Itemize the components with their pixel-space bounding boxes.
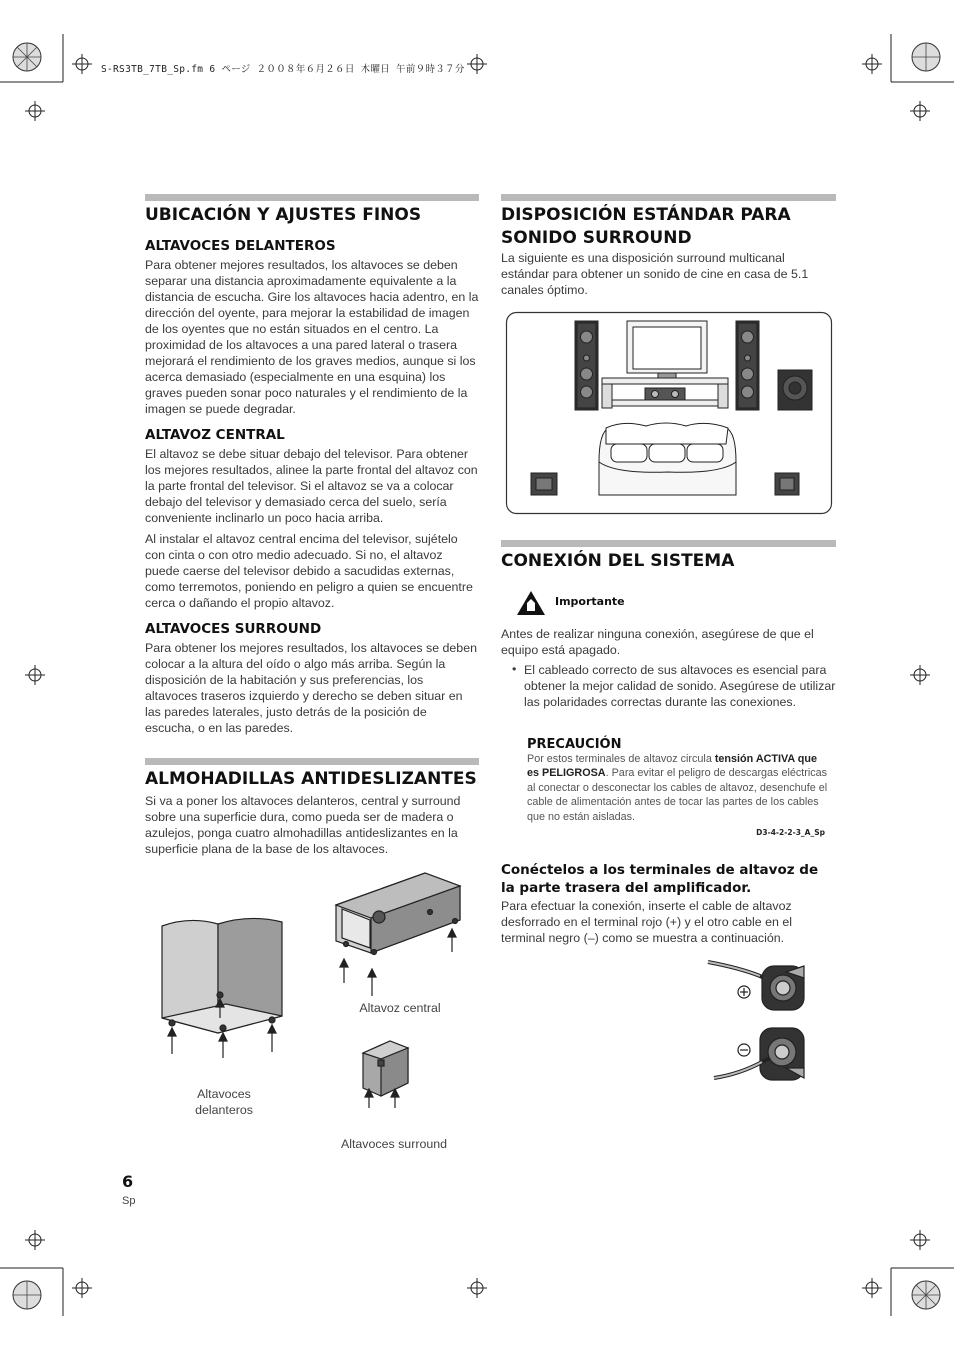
bullet-wiring: El cableado correcto de sus altavoces es esencial para obtener la mejor calidad de sonido. Asegúrese de utilizar las polaridades correctas durante las conexiones. <box>524 663 836 709</box>
section-bar <box>145 758 479 765</box>
caption-center-speaker: Altavoz central <box>359 1001 441 1015</box>
paragraph-front-speakers: Para obtener mejores resultados, los altavoces se deben separar una distancia aproximadamente equivalente a la distancia de escucha. Gire los altavoces hacia adentro, en la dirección del oyente, para mejorar la estabilidad de imagen de los oyentes que no están situados en el centro. La proximidad de los altavoces a una pared lateral o trasera mejorará el rendimiento de los graves medios, aunque si los acerca demasiado (especialmente en una esquina) los graves pueden sonar poco naturales y el rendimiento de la imagen se puede degradar. <box>145 258 479 416</box>
bullet-dot: • <box>512 662 517 676</box>
caution-code: D3-4-2-2-3_A_Sp <box>756 828 825 837</box>
paragraph-center-speaker-1: El altavoz se debe situar debajo del televisor. Para obtener los mejores resultados, alinee la parte frontal del altavoz con la parte frontal del televisor. Si el altavoz se va a colocar debajo del televisor y demasiado cerca del suelo, sería conveniente inclinarlo un poco hacia arriba. <box>145 447 478 525</box>
page-number: 6 <box>122 1172 134 1191</box>
caution-text-part: . Para evitar el peligro de descargas eléctricas al conectar o desconectar los cables de altavoz, desenchufe el cable de alimentación antes de tocar las partes de los cables que no están aisladas. <box>527 767 828 823</box>
paragraph-connection-warning: Antes de realizar ninguna conexión, asegúrese de que el equipo está apagado. <box>501 627 814 657</box>
heading-center-speaker: ALTAVOZ CENTRAL <box>145 427 285 443</box>
heading-caution: PRECAUCIÓN <box>527 737 622 752</box>
section-title-system-connection: CONEXIÓN DEL SISTEMA <box>501 551 735 571</box>
paragraph-terminals: Para efectuar la conexión, inserte el cable de altavoz desforrado en el terminal rojo (+) y el otro cable en el terminal negro (–) como se muestra a continuación. <box>501 899 792 945</box>
speaker-pads-illustration <box>150 868 480 1108</box>
caution-text <box>527 752 829 824</box>
surround-layout-diagram <box>506 312 832 514</box>
caution-text-part: Por estos terminales de altavoz circula <box>527 753 715 765</box>
paragraph-center-speaker-2: Al instalar el altavoz central encima del televisor, sujételo con cinta o con otro medio adecuado. Si no, el altavoz puede caerse del televisor debido a sacudidas externas, como terremotos, poniendo en peligro a quien se encuentre cerca o dañando el propio altavoz. <box>145 532 473 610</box>
section-bar <box>501 194 836 201</box>
paragraph-pads: Si va a poner los altavoces delanteros, central y surround sobre una superficie dura, como pueda ser de madera o azulejos, ponga cuatro almohadillas antideslizantes en la superficie plana de la base de los altavoces. <box>145 794 461 856</box>
terminal-connection-illustration <box>700 950 812 1090</box>
section-bar <box>501 540 836 547</box>
warning-icon <box>516 590 546 616</box>
important-label: Importante <box>555 595 625 608</box>
print-file-header: S-RS3TB_7TB_Sp.fm 6 ページ ２００８年６月２６日 木曜日 午前９時３７分 <box>101 64 465 75</box>
heading-front-speakers: ALTAVOCES DELANTEROS <box>145 238 336 254</box>
section-title-pads: ALMOHADILLAS ANTIDESLIZANTES <box>145 769 477 789</box>
section-title-surround-layout: DISPOSICIÓN ESTÁNDAR PARA SONIDO SURROUND <box>501 205 791 248</box>
paragraph-surround-speakers: Para obtener los mejores resultados, los altavoces se deben colocar a la altura del oído o algo más arriba. Según la disposición de la habitación y sus preferencias, los altavoces traseros izquierdo y derecho se deben situar en las paredes laterales, justo detrás de la posición de escucha, o en las paredes. <box>145 641 477 735</box>
section-bar <box>145 194 479 201</box>
section-title-ubicacion: UBICACIÓN Y AJUSTES FINOS <box>145 205 422 225</box>
heading-terminals: Conéctelos a los terminales de altavoz de la parte trasera del amplificador. <box>501 862 819 896</box>
paragraph-surround-intro: La siguiente es una disposición surround multicanal estándar para obtener un sonido de cine en casa de 5.1 canales óptimo. <box>501 251 809 297</box>
language-code: Sp <box>122 1195 136 1207</box>
caption-surround-speakers: Altavoces surround <box>340 1137 448 1151</box>
caution-text-emphasis: tensión ACTIVA que es PELIGROSA <box>527 753 817 780</box>
caption-front-speakers: Altavoces delanteros <box>195 1087 253 1117</box>
heading-surround-speakers: ALTAVOCES SURROUND <box>145 621 322 637</box>
